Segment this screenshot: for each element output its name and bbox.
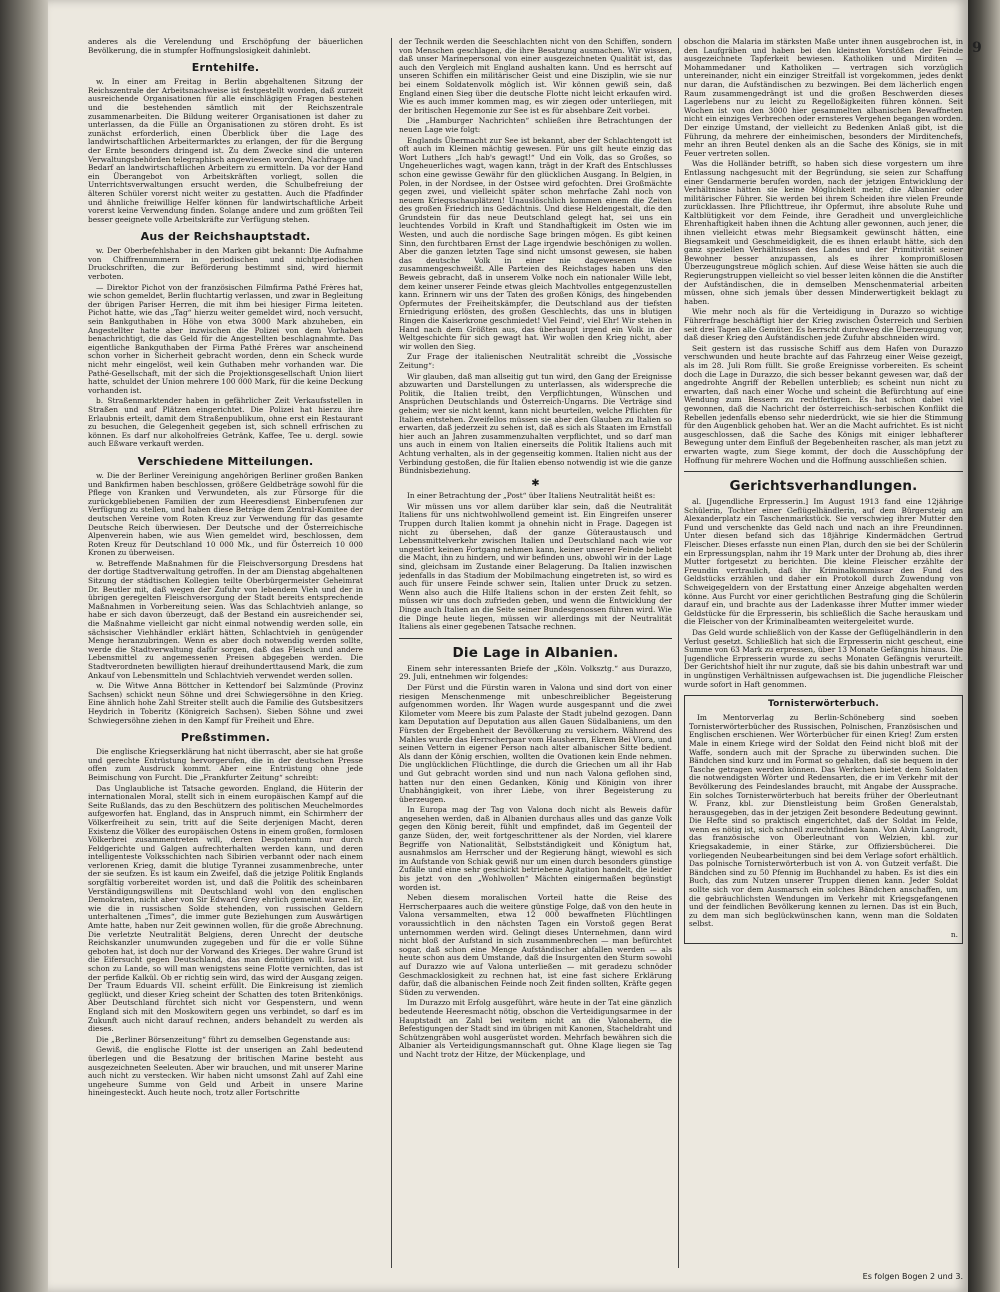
paragraph: Was die Holländer betrifft, so haben sich diese vorgestern um ihre Entlassung nachgesucht mit der Begründung, sie seien zur Schaffung einer Gendarmerie berufen worden, nach der jetzigen Entwicklung der Verhältnisse hätten sie keine Möglichkeit mehr, die Albanier oder militärischer Führer. Sie werden bei ihrem Scheiden ihre vielen Freunde zurücklassen. Ihre Pflichttreue, ihr Opfermut, ihre absolute Ruhe und Kaltblütigkeit vor dem Feinde, ihre Geradheit und unvergleichliche Ehrenhaftigkeit haben ihnen die Achtung aller gewonnen, auch jener, die ihnen vielleicht etwas mehr Biegsamkeit gewünscht hätten, eine Biegsamkeit und Geschmeidigkeit, die es ihnen erlaubt hätte, sich den ganz speziellen Verhältnissen des Landes und der Primitivität seiner Bewohner besser anzupassen, als es ihrer kompromißlosen Überzeugungstreue möglich schien. Auf diese Weise hätten sie auch die Regierungstruppen vielleicht so viel besser leiten können die die Anstifter der Aufständischen, die in demselben Menschenmaterial arbeiten müssen, ohne sich jemals über dessen Minderwertigkeit beklagt zu haben.	[684, 159, 963, 306]
paragraph: w. Der Oberbefehlshaber in den Marken gibt bekannt: Die Aufnahme von Chiffrennummern in periodischen und nichtperiodischen Druckschriften, die zur Beförderung bestimmt sind, wird hiermit verboten.	[88, 246, 363, 282]
paragraph: Einem sehr interessanten Briefe der „Köln. Volksztg.“ aus Durazzo, 29. Juli, entnehmen wir folgendes:	[399, 663, 672, 682]
heading-reichshauptstadt: Aus der Reichshauptstadt.	[140, 230, 311, 244]
paragraph: Wir glauben, daß man allseitig gut tun wird, den Gang der Ereignisse abzuwarten und Darstellungen zu unterlassen, als widerspreche die Politik, die Italien treibt, den Verpflichtungen, Wünschen und Ansprüchen Deutschlands und Österreich-Ungarns. Die Verträge sind geheim; wer sie nicht kennt, kann nicht beurteilen, welche Pflichten für Italien entstehen. Zweifellos müssen sie aber den Glauben zu Italien so erwarten, daß jederzeit zu sehen ist, daß es sich als Staaten im Ernstfall hier auch an Jahren zusammenzuhalten verpflichtet, und so darf man uns auch in einem von Italien einerseits die Politik Italiens auch mit Achtung verhalten, als in der gegenseitig kommen. Italien nicht aus der Verbindung gestoßen, die für Italien ebenso notwendig ist wie die ganze Bündnisbeziehung.	[399, 371, 672, 476]
intro-paragraph: anderes als die Verelendung und Erschöpfung der bäuerlichen Bevölkerung, die in stumpfer Hoffnungslosigkeit dahinlebt.	[88, 38, 363, 55]
paragraph: Englands Übermacht zur See ist bekannt, aber der Schlachtengott ist oft auch im Kleinen mächtig gewesen. Für uns gilt heute einzig das Wort Luthers „Ich hab's gewagt!“ Und ein Volk, das so Großes, so Ungeheuerliches wagt, wagen kann, trägt in der Kraft des Entschlusses schon eine gewisse Gewähr für den glücklichen Ausgang. In Belgien, in Polen, in der Nordsee, in der Ostsee wird gefochten. Drei Großmächte gegen zwei, und vielleicht später schon mehrfache Zahl noch von neuem Kriegsschauplätzen! Unauslöschlich kommen einem die Zeiten des großen Friedrich ins Gedächtnis. Und diese Heldengestalt, die den Grundstein für das neue Deutschland gelegt hat, sei uns ein leuchtendes Vorbild in Kraft und Standhaftigkeit im Osten wie im Westen, und auch die nordische Sage bringen mögen. Es gibt keinen Sinn, den furchtbaren Ernst der Lage irgendwie beschönigen zu wollen. Aber die ganzen letzten Tage sind nicht umsonst gewesen, sie haben das deutsche Volk in einer nie dagewesenen Weise zusammengeschweißt. Alle Parteien des Reichstages haben uns den Beweis gebracht, daß in unserem Volke noch ein nationaler Wille lebt, dem keiner unserer Feinde etwas gleich Machtvolles entgegenzustellen kann. Erinnern wir uns der Taten des großen Königs, des hingebenden Opfermutes der Freiheitskämpfer, die Deutschland aus der tiefsten Erniedrigung erlösten, des großen Geschlechts, das uns in blutigen Ringen die Kaiserkrone geschmiedet! Viel Feind', viel Ehr! Wir stehen in Hand nach dem Größten aus, das überhaupt irgend ein Volk in der Weltgeschichte für sich gewagt hat. Wir wollen den Krieg nicht, aber wir wollen den Sieg.	[399, 135, 672, 351]
page-footer-note: Es folgen Bogen 2 und 3.	[862, 1272, 963, 1281]
paragraph: — Direktor Pichot von der französischen Filmfirma Pathé Frères hat, wie schon gemeldet, Berlin fluchtartig verlassen, und zwar in Begleitung der übrigen Pariser Herren, die mit ihm bei hiesiger Firma leiteten. Pichot hatte, wie das „Tag“ hierzu weiter gemeldet wird, noch versucht, sein Bankguthaben in Höhe von etwa 3000 Mark abzuheben, ein Angestellter hatte aber inzwischen die Polizei von dem Vorhaben benachrichtigt, die das Geld für die Angestellten beschlagnahmte. Das eigentliche Bankguthaben der Firma Pathé Frères war anscheinend schon vorher in Sicherheit gebracht worden, denn ein Scheck wurde nicht mehr eingelöst, weil kein Guthaben mehr vorhanden war. Die Pathé-Gesellschaft, mit der sich die Projektionsgesellschaft Union liiert hatte, schuldet der Union mehrere 100 000 Mark, für die keine Deckung vorhanden ist.	[88, 282, 363, 395]
paragraph: Die „Berliner Börsenzeitung“ führt zu demselben Gegenstande aus:	[96, 1034, 351, 1044]
section-star-divider: ✱	[531, 477, 540, 489]
adjacent-page-glyph: 9	[972, 40, 982, 56]
author-signature: n.	[950, 930, 958, 939]
page-gutter-left	[0, 0, 48, 1292]
paragraph: Das Geld wurde schließlich von der Kasse der Geflügelhändlerin in den Verlust gesetzt. Schließlich hat sich die Erpresserin nicht gescheut, eine Summe von 63 Mark zu erpressen, über 13 Monate Gefängnis hinaus. Die Jugendliche Erpresserin wurde zu sechs Monaten Gefängnis verurteilt. Der Gerichtshof hielt ihr nur zugute, daß sie bis dahin unbestraft war und in ungünstigen Verhältnissen aufgewachsen ist. Die jugendliche Fleischer wurde sofort in Haft genommen.	[684, 628, 963, 689]
paragraph: In einer Betrachtung der „Post“ über Italiens Neutralität heißt es:	[407, 491, 656, 501]
heading-tornisterwoerterbuch: Tornisterwörterbuch.	[767, 699, 880, 710]
paragraph: al. [Jugendliche Erpresserin.] Im August 1913 fand eine 12jährige Schülerin, Tochter einer Geflügelhändlerin, auf dem Bürgersteig am Alexanderplatz ein Taschenmarkstück. Sie verschwieg ihrer Mutter den Fund und verschenkte das Geld nach und nach an ihre Freundinnen. Unter diesen befand sich das 18jährige Kindermädchen Gertrud Fleischer. Dieses erfasste nun einen Plan, durch den sie bei der Schülerin ein Erpressungsplan, nahm ihr 19 Mark unter der Drohung ab, dies ihrer Mutter fortgesetzt zu berichten. Die kleine Fleischer erzählte der Freundin vertraulich, daß ihr Kriminalkommissar den Fund des Geldstücks erzählen und daher ein Protokoll durch Zuwendung von Schweigegeldern von der Erstattung einer Anzeige abgehalten werden könne. Aus Furcht vor einer gerichtlichen Bestrafung ging die Schülerin darauf ein, und brachte aus der Ladenkasse ihrer Mutter immer wieder Geldstücke für die Erpresserin, bis schließlich die Sache herauskam und die Fleischer von der Kriminalbeamten weitergeleitet wurde.	[684, 497, 963, 627]
paragraph: w. In einer am Freitag in Berlin abgehaltenen Sitzung der Reichszentrale der Arbeitsnachweise ist festgestellt worden, daß zurzeit ausreichende Organisationen für alle einschlägigen Fragen bestehen und die bestehenden sämtlich mit der Reichszentrale zusammenarbeiten. Die Bildung weiterer Organisationen ist daher zu unterlassen, da die Fülle an Organisationen zu stören droht. Es ist zunächst erforderlich, einen Überblick über die Lage des landwirtschaftlichen Arbeitermarktes zu erlangen, der für die Bergung der Ernte besonders dringend ist. Zu dem Zwecke sind die unteren Verwaltungsbehörden telegraphisch angewiesen worden, Nachfrage und Bedarf an landwirtschaftlichen Arbeitern zu ermitteln. Da vor der Hand ein Überangebot von Arbeitskräften vorliegt, sollen die Unterrichtsverwaltungen ersucht werden, die Schulbefreiung der älteren Schüler vorerst nicht weiter zu gestatten. Auch die Pfadfinder und ähnliche freiwillige Helfer können für landwirtschaftliche Arbeit vorerst keine Verwendung finden. Solange andere und zum größten Teil besser geeignete volle Arbeitskräfte zur Verfügung stehen.	[88, 77, 363, 224]
newspaper-page	[48, 0, 968, 1292]
heading-erntehilfe: Erntehilfe.	[191, 61, 260, 75]
boxed-notice	[684, 695, 963, 943]
column-rule	[391, 38, 392, 1268]
section-divider	[399, 638, 672, 639]
heading-mitteilungen: Verschiedene Mitteilungen.	[137, 454, 314, 468]
paragraph: Seit gestern ist das russische Schiff aus dem Hafen von Durazzo verschwunden und heute brachte auf das Fahrzeug einer Weise gezeigt, als im 28. Juli Rom füllt. Sie große Ereignisse vorbereiten. Es scheint doch die Lage in Durazzo, die sich besser bekannt gewesen war, daß der angedrohte Angriff der Rebellen unterblieb; es scheint nun nicht zu erwarten, daß nach einer Woche und scheint die Befürchtung auf eine Wendung zum Bessern zu rechtfertigen. Es hat schon dabei viel gewonnen, daß die Nachricht der österreichisch-serbischen Konflikt die Rebellen jedenfalls ebenso sehr niederdrückt, wie sie hier die Stimmung für den Augenblick gehoben hat. Wer an die Macht aufrichtet. Es ist nicht ausgeschlossen, daß die Sache des Königs mit einiger lebhafterer Bewegung unter dem Einfluß der Begebenheiten rascher, als man jetzt zu erwarten wagte, zum Siege kommt, der doch die Ausschöpfung der Hoffnung für mehrere Wochen und die Hoffnung ausschließen schien.	[684, 343, 963, 465]
paragraph: Wir müssen uns vor allem darüber klar sein, daß die Neutralität Italiens für uns nichtwohlwollend gemeint ist. Ein Eingreifen unserer Truppen durch Italien kommt ja ohnehin nicht in Frage. Dagegen ist nicht zu übersehen, daß der ganze Güteraustausch und Lebensmittelverkehr zwischen Italien und Deutschland nach wie vor ungestört keinen Fortgang nehmen kann, keiner unserer Feinde beliebt die Macht, ihn zu hindern, und wir befinden uns, obwohl wir in der Lage sind, gleichsam im Zustande einer Belagerung. Da Italien inzwischen jedenfalls in das Stadium der Mobilmachung eingetreten ist, so wird es auch für unsere Feinde schwer sein, Italien unter Druck zu setzen. Wenn also auch die Hilfe Italiens schon in der ersten Zeit fehlt, so müssen wir uns doch zufrieden geben, und wenn die Entwicklung der Dinge auch Italien an die Seite seiner Bundesgenossen führen wird. Wie die Dinge heute liegen, müssen wir allerdings mit der Neutralität Italiens als einer gegebenen Tatsache rechnen.	[399, 501, 672, 632]
paragraph: w. Betreffende Maßnahmen für die Fleischversorgung Dresdens hat der dortige Stadtverwaltung getroffen. In der am Dienstag abgehaltenen Sitzung der städtischen Kollegien teilte Oberbürgermeister Geheimrat Dr. Beutler mit, daß wegen der Zufuhr von lebendem Vieh und der in übrigen geregelten Fleischversorgung der Stadt bereits entsprechende Maßnahmen in Vorbereitung seien. Was das Schlachtvieh anlange, so habe er sich davon überzeugt, daß der Bestand ein ausreichender sei, die Maßnahme vielleicht gar nicht einmal notwendig werden solle, ein sächsischer Viehhändler erklärt hätten, Schlachtvieh in genügender Menge heranzubringen. Wenn es aber doch notwendig werden sollte, werde die Stadtverwaltung dafür sorgen, daß das Fleisch und andere Lebensmittel zu angemessenen Preisen abgegeben werden. Die Stadtverordneten bewilligten hierauf dreihunderttausend Mark, die zum Ankauf von Lebensmitteln und Schlachtvieh verwendet werden sollen.	[88, 558, 363, 680]
paragraph: der Technik werden die Seeschlachten nicht von den Schiffen, sondern von Menschen geschlagen, die ihre Besatzung ausmachen. Wir wissen, daß unser Marinepersonal von einer ausgezeichneten Qualität ist, das auch den Vergleich mit England aushalten kann. Und es herrscht auf unseren Schiffen ein militärischer Geist und eine Disziplin, wie sie nur bei einem Soldatenvolk möglich ist. Wir können gewiß sein, daß England einen Sieg über die deutsche Flotte nicht leicht erkaufen wird. Wie es auch immer kommen mag, es wir ziegen oder unterliegen, mit der britischen Hegemonie zur See ist es für absehbare Zeit vorbei.	[399, 38, 672, 115]
column-3	[684, 38, 963, 1268]
paragraph: Die „Hamburger Nachrichten“ schließen ihre Betrachtungen der neuen Lage wie folgt:	[399, 116, 672, 134]
heading-albanien: Die Lage in Albanien.	[452, 644, 619, 661]
heading-gerichtsverhandlungen: Gerichtsverhandlungen.	[729, 478, 918, 495]
paragraph: w. Die Witwe Anna Böttcher in Kettendorf bei Salzmünde (Provinz Sachsen) schickt neun Söhne und drei Schwiegersöhne in den Krieg. Eine ähnlich hohe Zahl Streiter stellt auch die Familie des Gutsbesitzers Heydrich in Toberitz (Königreich Sachsen). Sieben Söhne und zwei Schwiegersöhne ziehen in den Kampf für Freiheit und Ehre.	[88, 681, 363, 725]
paragraph: Die englische Kriegserklärung hat nicht überrascht, aber sie hat große und gerechte Entrüstung hervorgerufen, die in der deutschen Presse offen zum Ausdruck kommt. Aber eine Entrüstung ohne jede Beimischung von Furcht. Die „Frankfurter Zeitung“ schreibt:	[88, 747, 363, 782]
page-gutter-right	[968, 0, 1000, 1292]
paragraph: Im Mentorverlag zu Berlin-Schöneberg sind soeben Tornisterwörterbücher des Russischen, Polnischen, Französischen und Englischen erschienen. Wer Wörterbücher für einen Krieg! Zum ersten Male in einem Kriege wird der Soldat den Feind nicht bloß mit der Waffe, sondern auch mit der Sprache zu überwinden suchen. Die Bändchen sind kurz und im Format so gehalten, daß sie bequem in der Tasche getragen werden können. Das Werkchen bietet dem Soldaten die notwendigsten Wörter und Redensarten, die er im Verkehr mit der Bevölkerung des Feindeslandes braucht, mit Angabe der Aussprache. Ein solches Tornisterwörterbuch hat bereits früher der Oberleutnant W. Franz, kbl. zur Dienstleistung beim Großen Generalstab, herausgegeben, das in der jetzigen Zeit besondere Bedeutung gewinnt. Die Hefte sind so praktisch eingerichtet, daß der Soldat im Felde, wenn es nötig ist, sich schnell zurechtfinden kann. Von Alvin Langrodt, das französische von Oberleutnant von Welzien, kbl. zur Kriegsakademie, in einer Stärke, zur Offiziersbücherei. Die vorliegenden Neubearbeitungen sind bei dem Verlage sofort erhältlich. Das polnische Tornisterwörterbuch ist von A. von Gutzeit verfaßt. Die Bändchen sind zu 50 Pfennig im Buchhandel zu haben. Es ist dies ein Buch, das zum Nutzen unserer Truppen dienen kann. Jeder Soldat sollte sich vor dem Ausmarsch ein solches Bändchen anschaffen, um die gebräuchlichsten Wendungen im Verkehr mit Kriegsgefangenen und der feindlichen Bevölkerung kennen zu lernen. Das ist ein Buch, zu dem man sich beglückwünschen kann, wenn man die Soldaten selbst.	[689, 713, 958, 929]
heading-pressstimmen: Preßstimmen.	[180, 731, 271, 745]
paragraph: w. Die der Berliner Vereinigung angehörigen Berliner großen Banken und Bankfirmen haben beschlossen, größere Geldbeträge sowohl für die Pflege von Kranken und Verwundeten, als zur Fürsorge für die zurückgebliebenen Familien der zum Heeresdienst Einberufenen zur Verfügung zu stellen, und haben diese Beträge dem Zentral-Komitee der deutschen Vereine vom Roten Kreuz zur Verwendung für das gesamte Deutsche Reich überwiesen. Der Deutsche und der Österreichische Alpenverein haben, wie aus Wien gemeldet wird, beschlossen, dem Roten Kreuz für Deutschland 10 000 Mk., und für Österreich 10 000 Kronen zu überweisen.	[88, 470, 363, 558]
paragraph: Das Unglaubliche ist Tatsache geworden. England, die Hüterin der internationalen Moral, stellt sich in einem europäischen Kampf auf die Seite Rußlands, das zu den Beschützern des politischen Meuchelmordes aufgeworfen hat. England, das in Anspruch nimmt, ein Schirmherr der Völkerfreiheit zu sein, tritt auf die Seite derjenigen Macht, deren Existenz die Völker des europäischen Ostens in einem großen, formlosen Völkerbrei zusammentreten will, deren Despotentum nur durch Feldgerichte und Galgen aufrechterhalten werden kann, und deren intelligenteste Volksschichten nach Sibirien verbannt oder nach einem verlorenen Krieg, damit die blutige Tyrannei zusammenbreche, unter der sie seufzen. Es ist kaum ein Zweifel, daß die jetzige Politik Englands sorgfältig vorbereitet worden ist, und daß die Politik des scheinbaren Verständigungswillens mit Deutschland wohl von den englischen Demokraten, nicht aber von Sir Edward Grey ehrlich gemeint waren. Er, wie die in russischen Solde stehenden, von russischen Geldern unterhaltenen „Times“, die immer gute Beziehungen zum Auswärtigen Amte hatte, haben nur Zeit gewinnen wollen, für die große Abrechnung. Die verletzte Neutralität Belgiens, deren Unrecht der deutsche Reichskanzler unumwunden zugegeben und für die er volle Sühne geboten hat, ist doch nur der Vorwand des Krieges. Der wahre Grund ist die Eifersucht gegen Deutschland, das man demütigen will. Israel ist schon zu Lande, so will man wenigstens seine Flotte vernichten, das ist der perfide Kalkül. Ob er richtig sein wird, das wird der Ausgang zeigen. Der Traum Eduards VII. scheint erfüllt. Die Einkreisung ist ziemlich geglückt, und dieser Krieg scheint der Schatten des toten Britenkönigs. Aber Deutschland fürchtet sich nicht vor Gespenstern, und wenn England sich mit den Moskowitern gegen uns verbindet, so darf es im Zukunft auch nicht darauf rechnen, anders behandelt zu werden als dieses.	[88, 783, 363, 1034]
column-rule	[678, 38, 679, 1268]
paragraph: Im Durazzo mit Erfolg ausgeführt, wäre heute in der Tat eine gänzlich bedeutende Heeresmacht nötig, obschon die Verteidigungsarmee in der Hauptstadt an Zahl bei weitem nicht an die Valonabern, die Befestigungen der Stadt sind im übrigen mit Kanonen, Stacheldraht und Schützengräben wohl ausgerüstet worden. Mehrfach bewähren sich die Albanier als Verteidigungsmannschaft gut. Ohne Klage liegen sie Tag und Nacht trotz der Hitze, der Mückenplage, und	[399, 998, 672, 1059]
paragraph: In Europa mag der Tag von Valona doch nicht als Beweis dafür angesehen werden, daß in Albanien durchaus alles und das ganze Volk gegen den König bereit, fühlt und empfindet, daß im Gegenteil der ganze Süden, der, weit fortgeschrittener als der Norden, viel klarere Begriffe von Nationalität, Selbstständigkeit und Königtum hat, ausnahmslos am Herrscher und der Regierung hängt, wiewohl es sich im Aufstande von Schiak gewiß nur um einen durch besonders günstige Zufälle und eine sehr geschickt betriebene Agitation handelt, die leider bis jetzt von den „Wohlwollen“ Mächten einigermaßen begünstigt worden ist.	[399, 805, 672, 892]
paragraph: Neben diesem moralischen Vorteil hatte die Reise des Herrscherpaares auch die weitere günstige Folge, daß von den heute in Valona versammelten, etwa 12 000 bewaffneten Flüchtlingen voraussichtlich in den nächsten Tagen ein Vorstoß gegen Berat unternommen werden wird. Gelingt dieses Unternehmen, dann wird nicht bloß der Aufstand in sich zusammenbrechen — man befürchtet sogar, daß schon eine Menge Aufständischer abfallen werden — als heute schon aus dem Umstande, daß die Insurgenten den Sturm sowohl auf Durazzo wie auf Valona unterließen — mit geradezu schnöder Geschmacklosigkeit zu rechnen hat, ist eine fast sichere Erklärung dafür, daß die albanischen Feinde noch Zeit finden sollten, Kräfte gegen Süden zu verwenden.	[399, 893, 672, 997]
paragraph: Der Fürst und die Fürstin waren in Valona und sind dort von einer riesigen Menschenmenge mit unbeschreiblicher Begeisterung aufgenommen worden. Ihr Wagen wurde ausgespannt und die zwei Kilometer vom Meere bis zum Palaste der Stadt jubelnd gezogen. Dann kam Deputation auf Deputation aus allen Gauen Südalbaniens, um den Fürsten der Ergebenheit der Bevölkerung zu versichern. Während des Mahles wurde das Herrscherpaar vom Hausherrn, Ekrem Bei Vlora, und seinen Vettern in eigener Person nach alter albanischer Sitte bedient. Als dann der König erschien, wollten die Ovationen kein Ende nehmen. Die unglücklichen Flüchtlinge, die durch die Griechen um all ihr Hab und Gut gebracht worden sind und nun nach Valona geflohen sind, hatten nur den einen Gedanken, König und Königin von ihrer Unabhängigkeit, von ihrer Liebe, von ihrer Begeisterung zu überzeugen.	[399, 682, 672, 804]
paragraph: Zur Frage der italienischen Neutralität schreibt die „Vossische Zeitung“:	[399, 352, 672, 370]
paragraph: obschon die Malaria im stärksten Maße unter ihnen ausgebrochen ist, in den Laufgräben und haben bei den kleinsten Vorstößen der Feinde ausgezeichnete Tapferkeit bewiesen. Katholiken und Mirditen — Mohammedaner und Katholiken — vertragen sich vorzüglich untereinander, nicht ein einziger Streitfall ist vorgekommen, jedes denkt nur daran, die Aufständischen zu bezwingen. Bei dem lächerlich engen Raum zusammengedrängt ist und die großen Beschwerden dieses Lagerlebens nur zu leicht zu Regelloßigkeiten führen können. Seit Wochen ist von den 3000 hier gesammelten albanischen Bewaffneten nicht ein einziges Verbrechen oder ernsteres Vergehen begangen worden. Der einzige Umstand, der vielleicht zu Bedenken Anlaß gibt, ist die Führung, da mehrere der einheimischen, besonders der Mirditenchefs, mehr an ihren Beutel denken als an die Sache des Königs, sie in mit Feuer vertreten sollen.	[684, 38, 963, 158]
column-1	[88, 38, 363, 1268]
section-divider	[684, 471, 963, 472]
column-2	[399, 38, 672, 1268]
paragraph: Wie mehr noch als für die Verteidigung in Durazzo so wichtige Führerfrage beschäftigt hier der Krieg zwischen Österreich und Serbien seit drei Tagen alle Gemüter. Es herrscht durchweg die Überzeugung vor, daß dieser Krieg den Aufständischen jede Zufuhr abschneiden wird.	[684, 307, 963, 343]
paragraph: b. Straßenmarktender haben in gefährlicher Zeit Verkaufsstellen in Straßen und auf Plätzen eingerichtet. Die Polizei hat hierzu ihre Erlaubnis erteilt, damit dem Straßenpublikum, ohne erst ein Restaurant zu besuchen, die Gelegenheit gegeben ist, sich schnell erfrischen zu können. Es darf nur alkoholfreies Getränk, Kaffee, Tee u. dergl. sowie auch Eßware verkauft werden.	[88, 396, 363, 449]
paragraph: Gewiß, die englische Flotte ist der unserigen an Zahl bedeutend überlegen und die Besatzung der britischen Marine besteht aus ausgezeichneten Seeleuten. Aber wir brauchen, und mit unserer Marine auch nicht zu verstecken. Wir haben nicht umsonst Zahl auf Zahl eine ungeheure Summe von Geld und Arbeit in unsere Marine hineingesteckt. Auch heute noch, trotz aller Fortschritte	[88, 1045, 363, 1098]
